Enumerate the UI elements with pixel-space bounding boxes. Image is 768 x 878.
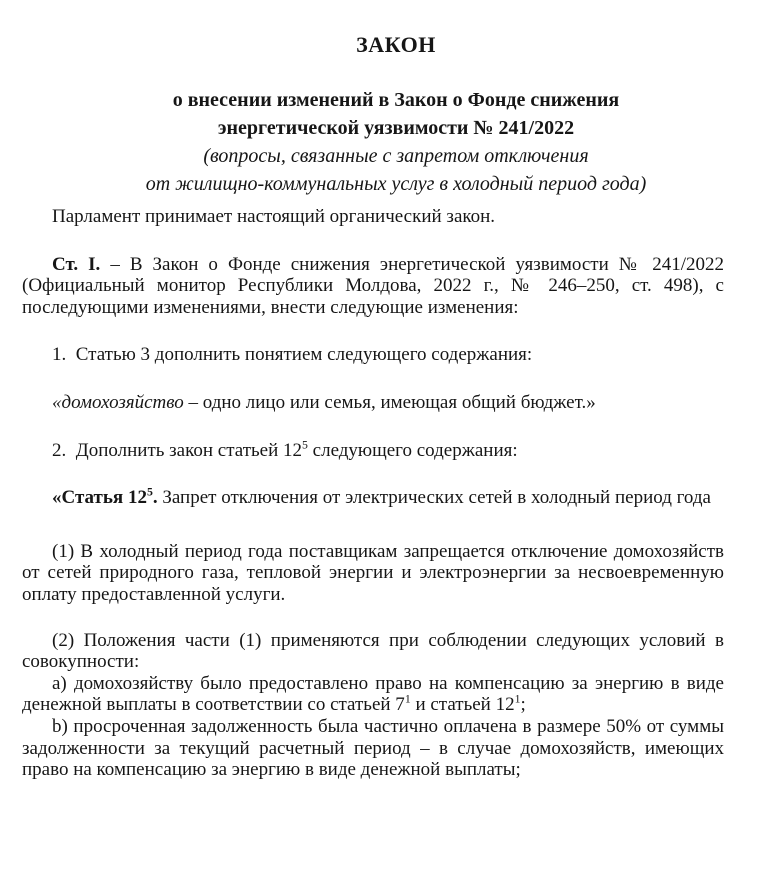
article-heading-title: Запрет отключения от электрических сетей в холодный период года [157, 487, 711, 509]
document-body [22, 206, 724, 781]
item-2-superscript: 5 [302, 438, 308, 452]
article-heading-label-text: «Статья 12 [52, 487, 147, 509]
subtitle-note-line-2: от жилищно-коммунальных услуг в холодный период года) [145, 173, 647, 195]
paragraph-part-2: (2) Положения части (1) применяются при соблюдении следующих условий в совокупности: [22, 629, 724, 673]
article-heading-superscript: 5 [146, 485, 153, 499]
article-I-label: Ст. I. [52, 253, 101, 275]
point-a-mid: и статьей 12 [410, 694, 515, 716]
point-a-suffix: ; [520, 694, 526, 716]
document-title: ЗАКОН [356, 32, 436, 57]
title-block [22, 34, 724, 198]
article-I-text: – В Закон о Фонде снижения энергетической уязвимости № 241/2022 (Официальный монитор Республики Молдова, 2022 г., № 246–250, ст. 498), с последующими изменениями, внести следующие изменения: [22, 253, 724, 318]
list-item-1: 1. Статью 3 дополнить понятием следующего содержания: [52, 344, 533, 366]
point-b: b) просроченная задолженность была частично оплачена в размере 50% от суммы задолженности за текущий расчетный период – в случае домохозяйств, имеющих право на компенсацию за энергию в виде денежной выплаты; [22, 715, 724, 781]
definition-text: – одно лицо или семья, имеющая общий бюджет.» [183, 391, 596, 413]
subtitle-note-line-1: (вопросы, связанные с запретом отключения [203, 145, 589, 167]
article-heading-label-end: . [152, 487, 158, 509]
point-a-prefix: a) домохозяйству было предоставлено право на компенсацию за энергию в виде денежной выплаты в соответствии со статьей 7 [22, 672, 724, 716]
paragraph-article-I [22, 254, 724, 319]
article-12-5-heading [22, 487, 724, 509]
paragraph-intro: Парламент принимает настоящий органический закон. [52, 206, 496, 227]
subtitle-line-1: о внесении изменений в Закон о Фонде снижения [172, 89, 620, 111]
document-subtitle [68, 86, 724, 142]
paragraph-definition [22, 392, 724, 414]
subtitle-line-2: энергетической уязвимости № 241/2022 [217, 117, 575, 139]
definition-term: «домохозяйство [52, 391, 184, 413]
item-2-prefix: 2. Дополнить закон статьей 12 [52, 439, 303, 461]
paragraph-part-1: (1) В холодный период года поставщикам запрещается отключение домохозяйств от сетей природного газа, тепловой энергии и электроэнергии за несвоевременную оплату предоставленной услуги. [22, 540, 724, 605]
article-heading-label [52, 487, 158, 508]
point-a-superscript-2: 1 [514, 692, 521, 706]
document-subtitle-note [68, 142, 724, 198]
point-a-superscript-1: 1 [404, 692, 411, 706]
item-2-suffix: следующего содержания: [307, 439, 518, 461]
list-item-2 [22, 440, 724, 462]
point-a [22, 673, 724, 716]
